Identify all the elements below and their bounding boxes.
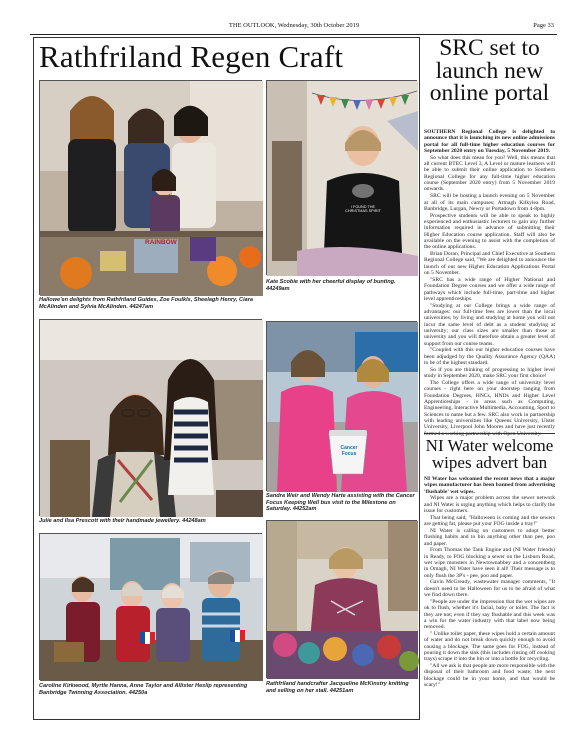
src-paragraph: "Coupled with this our higher education courses have been adjudged by the Quality Assurance Agency (QAA) to be of the highest standard. — [424, 347, 555, 367]
niwater-article-body — [424, 476, 555, 724]
src-paragraph: "SRC has a wide range of Higher National and Foundation Degree courses and we offer a wide range of pathways which include full-time, part-time and higher level apprenticeships. — [424, 276, 555, 302]
src-paragraph: The College offers a wide range of university level courses - right here on your doorstep ranging from Foundation Degrees, HNCs, HNDs and Higher Level Apprenticeships - in areas such as Computing, Engineering, Interactive Multimedia, Accounting, Sport to Sciences to name but a few. SRC also work in partnership with leading universities like Queens University, Ulster University, Liverpool John Moores and have just recently — [424, 379, 555, 431]
column-divider — [424, 433, 555, 434]
bucket-label-line1: Cancer — [340, 445, 358, 451]
niwater-paragraph: That being said, "Halloween is coming and the sewers are getting fat, please put your FOG inside a tray!" — [424, 514, 555, 528]
publication-line: THE OUTLOOK, Wednesday, 30th October 2019 — [228, 22, 360, 29]
src-paragraph: Prospective students will be able to speak to highly experienced and enthusiastic lecturers to gain any further information required in advance of submitting their Higher Education course application. Staff will also be available on the evening to assist with the completion of the online applications. — [424, 212, 555, 251]
src-paragraph: SOUTHERN Regional College is delighted to announce that it is launching its new online admissions portal for all full-time higher education courses for September 2020 entry on Tuesday, 5 November 2019. — [424, 129, 555, 155]
spread-title: Rathfriland Regen Craft — [39, 39, 344, 74]
niwater-paragraph: Wipes are a major problem across the sewer network and NI Water is urging anything which helps to clarify the issue for customers. — [424, 495, 555, 515]
niwater-paragraph: "People are under the impression that the wet wipes are ok to flush, whether it's facial, baby or toilet. The fact is they are not; even if they say flushable and this week was a win for the water industry with that label now being removed. — [424, 598, 555, 631]
caption-halloween-guides: Hallowe'en delights from Rathfriland Guides, Zoe Foulkls, Sheelagh Henry, Ciara McAlinden and Sylvia McAlinden. 44247am — [39, 297, 254, 310]
caption-jewellery: Julie and Ilsa Prescott with their handmade jewellery. 44248am — [39, 518, 206, 524]
page-number: Page 33 — [533, 22, 554, 29]
src-headline: SRC set to launch new online portal — [429, 35, 550, 106]
src-article-body — [424, 129, 555, 430]
niwater-paragraph: From Thomas the Tank Engine and (NI Water friends) in Ready, to FOG blocking a sewer on the Lisburn Road, wet wipe monsters in Newtownabbey and a concentberg in Omagh, NI Water have seen it all! Their message is to only flush the 3P's - pee, poo and paper. — [424, 547, 555, 579]
photo-twinning — [39, 533, 262, 680]
tshirt-slogan: I FOUND THE CHRISTMAS SPIRIT — [345, 205, 381, 214]
page-header — [34, 22, 554, 34]
caption-bunting: Kate Scobie with her cheerful display of bunting. 44249am — [266, 279, 396, 292]
niwater-paragraph: " Unlike toilet paper, these wipes hold a certain amount of water and do not break down quickly enough to avoid causing a blockage. The same goes for FOG, instead of pouring it down the sink (this includes rinsing off cooking trays) scrape it into the bin or into a bottle for recycling. — [424, 630, 555, 663]
niwater-paragraph: Gavin McGready, wastewater manager comments, "It doesn't need to be Halloween for us to be afraid of what we find down there. — [424, 579, 555, 599]
photo-knitting — [266, 520, 417, 678]
src-paragraph: So if you are thinking of progressing to higher level study in September 2020, make SRC your first choice! — [424, 366, 555, 380]
niwater-paragraph: NI Water is calling on customers to adopt better flushing habits and to bin anything other than pee, poo and paper. — [424, 527, 555, 547]
photo-bunting — [266, 80, 417, 275]
src-paragraph: SRC will be hosting a launch evening on 5 November at all of its main campuses; Armagh Kilkylea Road, Banbridge, Lurgan, Newry or Portadown from 4-8pm. — [424, 193, 555, 212]
photo-jewellery — [39, 319, 262, 516]
src-paragraph: So what does this mean for you? Well, this means that all current BTEC Level 3, A Level or mature learners will be able to submit their online application to Southern Regional College for any full-time higher education course (September 2020 entry) from 5 November 2019 onwards. — [424, 154, 555, 193]
bucket-label — [335, 446, 363, 457]
photo-cancer-focus — [266, 321, 417, 491]
niwater-paragraph: NI Water has welcomed the recent news that a major wipes manufacturer has been banned from advertising 'flushable' wet wipes. — [424, 476, 555, 495]
src-paragraph: Brian Doran, Principal and Chief Executive at Southern Regional College said, "We are delighted to announce the launch of our new Higher Education Applications Portal on 5 November. — [424, 251, 555, 277]
src-paragraph: "Studying at our College brings a wide range of advantages: our full-time fees are lower than the local universities; by living and studying at home you will not incur the same level of debt as a student studying at university; our class sizes are smaller than those at university and you will therefore obtain a greater level of support from our course teams. — [424, 302, 555, 347]
niwater-paragraph: "All we ask is that people are more responsible with the disposal of their bathroom and food waste; the next blockage could be in your home, and that would be scary!" — [424, 663, 556, 689]
pumpkin-box-label: RAINBOW — [145, 239, 177, 246]
caption-knitting: Rathfriland handcrafter Jacqueline McKinstry knitting and selling on her stall. 44251am — [266, 681, 409, 694]
photo-halloween-guides — [39, 80, 262, 295]
bucket-label-line2: Focus — [341, 450, 357, 457]
niwater-headline: NI Water welcome wipes advert ban — [425, 436, 554, 472]
caption-twinning: Caroline Kirkwood, Myrtle Hanna, Anne Taylor and Allister Heslip representing Banbridge Twinning Association. 44250a — [39, 683, 248, 696]
caption-cancer-focus: Sandra Weir and Wendy Harte assisting with the Cancer Focus Keeping Well bus visit to the Milestone on Saturday. 44252am — [266, 493, 415, 513]
